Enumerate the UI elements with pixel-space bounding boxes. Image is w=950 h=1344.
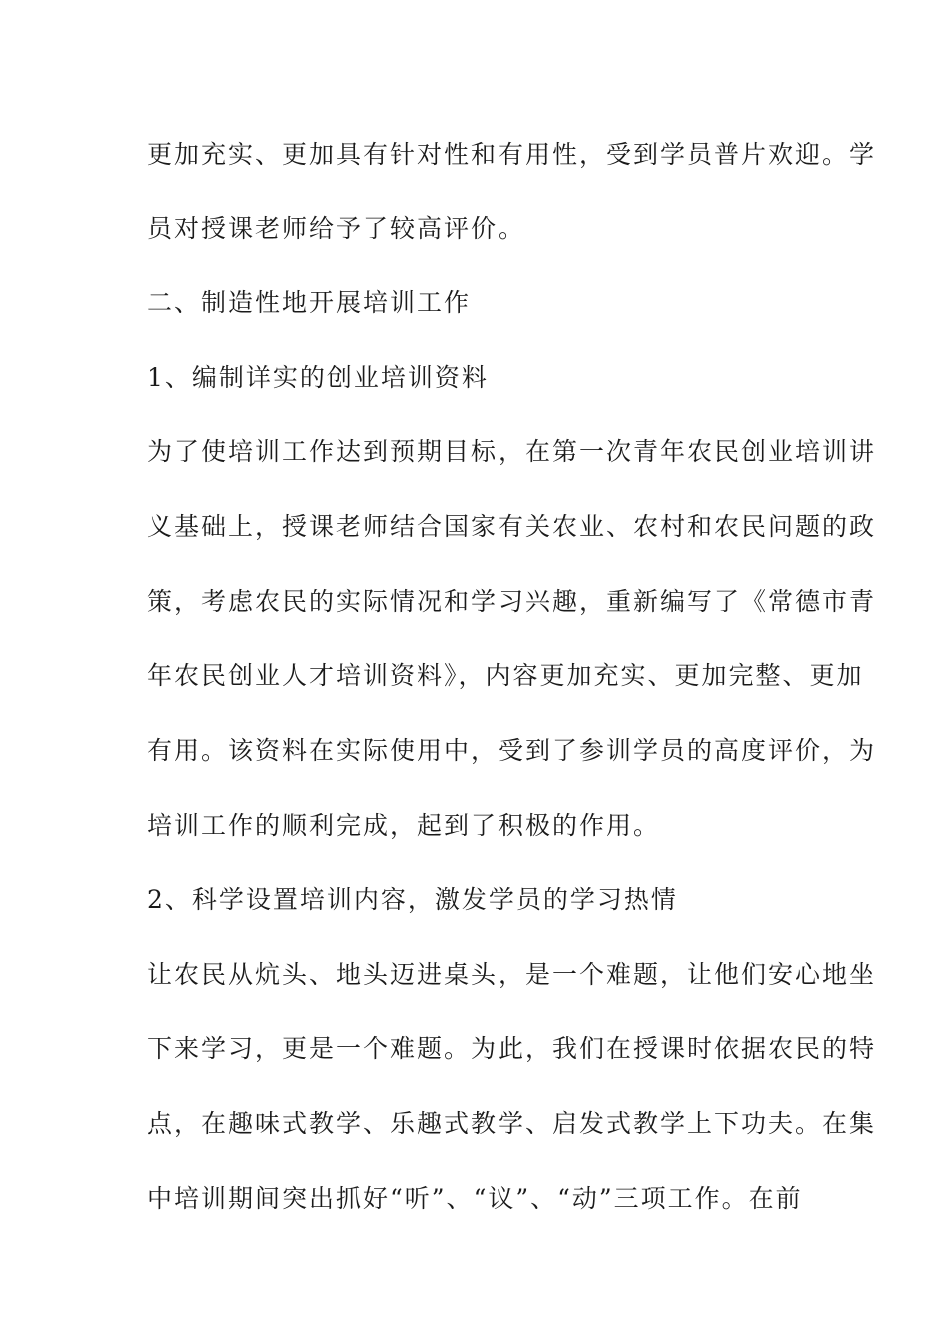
section-heading: 二、制造性地开展培训工作 (147, 288, 472, 317)
text-line: 中培训期间突出抓好“听”、“议”、“动”三项工作。在前 (147, 1184, 803, 1213)
text-line: 培训工作的顺利完成，起到了积极的作用。 (147, 811, 661, 840)
text-line: 有用。该资料在实际使用中，受到了参训学员的高度评价，为 (147, 736, 877, 765)
text-line: 更加充实、更加具有针对性和有用性，受到学员普片欢迎。学 (147, 140, 877, 169)
text-line: 点，在趣味式教学、乐趣式教学、启发式教学上下功夫。在集 (147, 1109, 877, 1138)
text-line: 让农民从炕头、地头迈进桌头，是一个难题，让他们安心地坐 (147, 960, 877, 989)
text-line: 为了使培训工作达到预期目标，在第一次青年农民创业培训讲 (147, 437, 877, 466)
text-line: 员对授课老师给予了较高评价。 (147, 214, 526, 243)
text-line: 义基础上，授课老师结合国家有关农业、农村和农民问题的政 (147, 512, 877, 541)
subsection-heading: 1、编制详实的创业培训资料 (147, 363, 489, 392)
subsection-heading: 2、科学设置培训内容，激发学员的学习热情 (147, 885, 678, 914)
text-line: 下来学习，更是一个难题。为此，我们在授课时依据农民的特 (147, 1034, 877, 1063)
text-line: 年农民创业人才培训资料》，内容更加充实、更加完整、更加 (147, 661, 864, 690)
text-line: 策，考虑农民的实际情况和学习兴趣，重新编写了《常德市青 (147, 587, 877, 616)
